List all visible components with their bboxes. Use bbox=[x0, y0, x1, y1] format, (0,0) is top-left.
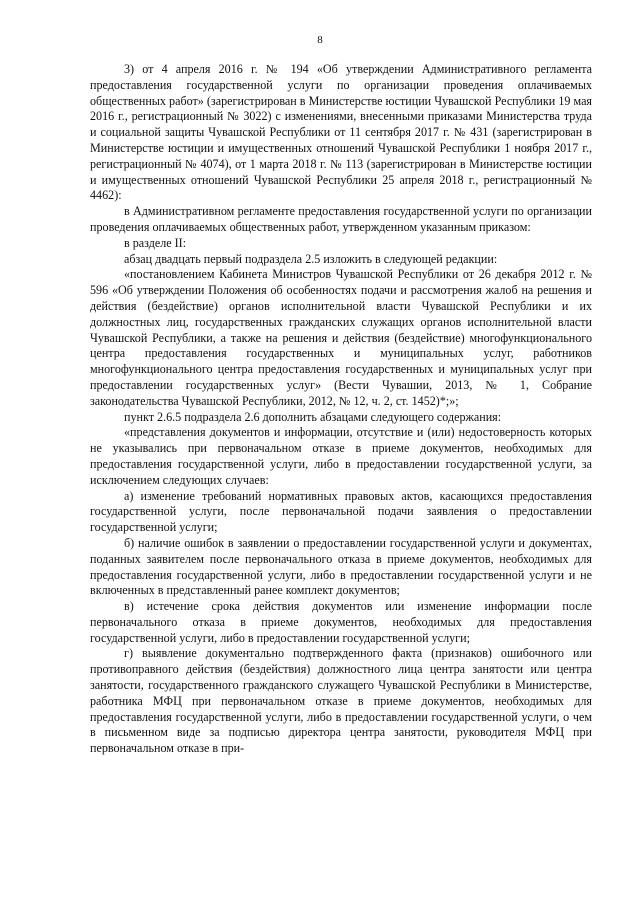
paragraph-resolution-quote: «постановлением Кабинета Министров Чувашской Республики от 26 декабря 2012 г. № 596 «Об утверждении Положения об особенностях подачи и рассмотрения жалоб на решения и действия (бездействие) органов исполнительной власти Чувашской Республики и их должностных лиц, государственных гражданских служащих органов исполнительной власти Чувашской Республики, а также на решения и действия (бездействие) многофункционального центра предоставления государственных и муниципальных услуг, работников многофункционального центра предоставления государственных и муниципальных услуг при предоставлении государственных услуг» (Вести Чувашии, 2013, № 1, Собрание законодательства Чувашской Республики, 2012, № 12, ч. 2, ст. 1452)*;»; bbox=[90, 267, 592, 408]
paragraph-point-2-6-5: пункт 2.6.5 подраздела 2.6 дополнить абзацами следующего содержания: bbox=[124, 409, 502, 424]
paragraph-regulation-intro: в Административном регламенте предоставления государственной услуги по организации проведения оплачиваемых общественных работ, утвержденном указанным приказом: bbox=[90, 204, 592, 234]
paragraph-order-item-3: 3) от 4 апреля 2016 г. № 194 «Об утверждении Административного регламента предоставления государственной услуги по организации проведения оплачиваемых общественных работ» (зарегистрирован в Министерстве юстиции Чувашской Республики 19 мая 2016 г., регистрационный № 3022) с изменениями, внесенными приказами Министерства труда и социальной защиты Чувашской Республики от 11 сентября 2017 г. № 431 (зарегистрирован в Министерстве юстиции и имущественных отношений Чувашской Республики 1 ноября 2017 г., регистрационный № 4074), от 1 марта 2018 г. № 113 (зарегистрирован в Министерстве юстиции и имущественных отношений Чувашской Республики 25 апреля 2018 г., регистрационный № 4462): bbox=[90, 62, 592, 203]
paragraph-section-ii: в разделе II: bbox=[124, 235, 187, 250]
paragraph-documents-exceptions: «представления документов и информации, отсутствие и (или) недостоверность которых не указывались при первоначальном отказе в приеме документов, необходимых для предоставления государственной услуги, либо в предоставлении государственной услуги, за исключением следующих случаев: bbox=[90, 425, 592, 487]
list-item-a: а) изменение требований нормативных правовых актов, касающихся предоставления государственной услуги, после первоначальной подачи заявления о предоставлении государственной услуги; bbox=[90, 488, 592, 535]
list-item-g: г) выявление документально подтвержденного факта (признаков) ошибочного или противоправного действия (бездействия) должностного лица центра занятости или центра занятости, государственного гражданского служащего Чувашской Республики в Министерстве, работника МФЦ при первоначальном отказе в приеме документов, необходимых для предоставления государственной услуги, либо в предоставлении государственной услуги, о чем в письменном виде за подписью директора центра занятости, руководителя МФЦ при первоначальном отказе в при- bbox=[90, 646, 592, 756]
paragraph-subsection-2-5: абзац двадцать первый подраздела 2.5 изложить в следующей редакции: bbox=[124, 251, 498, 266]
list-item-b: б) наличие ошибок в заявлении о предоставлении государственной услуги и документах, поданных заявителем после первоначального отказа в приеме документов, необходимых для предоставления государственной услуги, либо в предоставлении государственной услуги и не включенных в представленный ранее комплект документов; bbox=[90, 535, 592, 598]
page-number: 8 bbox=[317, 34, 323, 46]
list-item-v: в) истечение срока действия документов или изменение информации после первоначального отказа в приеме документов, необходимых для предоставления государственной услуги, либо в предоставлении государственной услуги; bbox=[90, 599, 592, 645]
document-body bbox=[90, 62, 592, 757]
